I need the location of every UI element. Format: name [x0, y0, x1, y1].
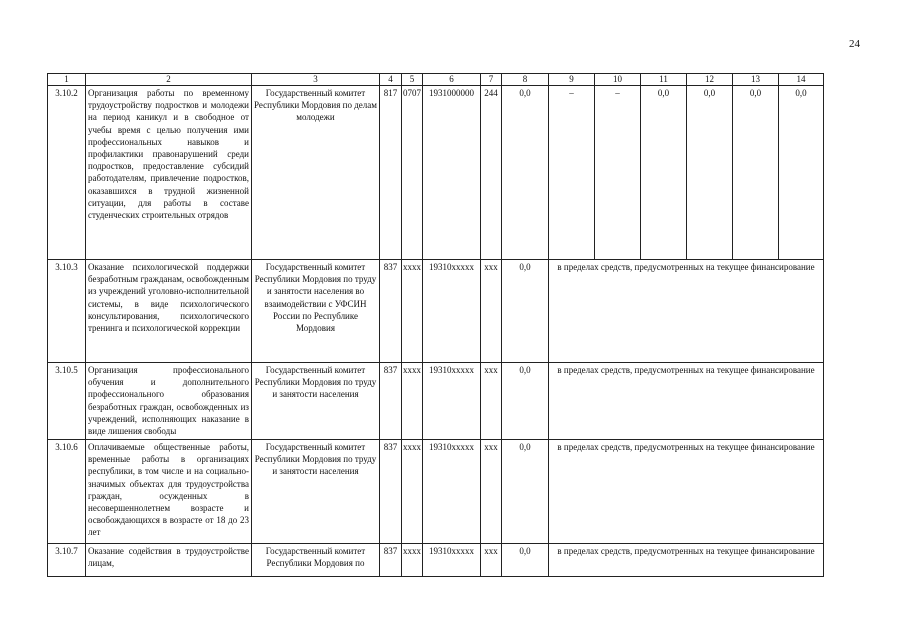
value-cell: 0,0 [502, 86, 549, 260]
executor: Государственный комитет Республики Мордовия по делам молодежи [252, 86, 380, 260]
code-target: 1931000000 [423, 86, 481, 260]
value-cell: 0,0 [502, 544, 549, 577]
item-number: 3.10.7 [48, 544, 86, 577]
code-target: 19310ххххх [423, 260, 481, 363]
table-row [48, 544, 824, 577]
item-number: 3.10.3 [48, 260, 86, 363]
col-header: 9 [549, 74, 595, 86]
value-cell: 0,0 [502, 363, 549, 440]
table-row [48, 440, 824, 544]
col-header: 10 [595, 74, 641, 86]
value-cell: 0,0 [779, 86, 824, 260]
value-cell: 0,0 [641, 86, 687, 260]
col-header: 7 [481, 74, 502, 86]
executor: Государственный комитет Республики Мордовия по труду и занятости населения во взаимодействии с УФСИН России по Республике Мордовия [252, 260, 380, 363]
col-header: 2 [86, 74, 252, 86]
col-header: 1 [48, 74, 86, 86]
code-expense: ххх [481, 544, 502, 577]
code-target: 19310ххххх [423, 440, 481, 544]
value-cell: – [595, 86, 641, 260]
code-grbs: 837 [380, 440, 402, 544]
table-row [48, 260, 824, 363]
measure-name: Организация работы по временному трудоустройству подростков и молодежи на период каникул и в свободное от учебы время с целью получения ими профессиональных навыков и профилактики правонарушений среди подростков, предоставление субсидий работодателям, привлечение подростков, оказавшихся в трудной жизненной ситуации, для работы в составе студенческих строительных отрядов [86, 86, 252, 260]
item-number: 3.10.2 [48, 86, 86, 260]
code-section: хххх [402, 440, 423, 544]
program-table [47, 73, 824, 577]
executor: Государственный комитет Республики Мордовия по труду и занятости населения [252, 363, 380, 440]
col-header: 13 [733, 74, 779, 86]
header-row [48, 74, 824, 86]
code-expense: ххх [481, 440, 502, 544]
value-cell: 0,0 [502, 440, 549, 544]
financing-note: в пределах средств, предусмотренных на текущее финансирование [549, 440, 824, 544]
page-number: 24 [849, 38, 860, 50]
item-number: 3.10.5 [48, 363, 86, 440]
value-cell: 0,0 [687, 86, 733, 260]
code-expense: ххх [481, 260, 502, 363]
col-header: 3 [252, 74, 380, 86]
financing-note: в пределах средств, предусмотренных на текущее финансирование [549, 544, 824, 577]
col-header: 6 [423, 74, 481, 86]
code-expense: ххх [481, 363, 502, 440]
code-section: 0707 [402, 86, 423, 260]
code-expense: 244 [481, 86, 502, 260]
col-header: 8 [502, 74, 549, 86]
value-cell: 0,0 [733, 86, 779, 260]
executor: Государственный комитет Республики Мордовия по труду и занятости населения [252, 440, 380, 544]
col-header: 12 [687, 74, 733, 86]
executor: Государственный комитет Республики Мордовия по [252, 544, 380, 577]
col-header: 11 [641, 74, 687, 86]
code-grbs: 837 [380, 260, 402, 363]
financing-note: в пределах средств, предусмотренных на текущее финансирование [549, 363, 824, 440]
code-section: хххх [402, 260, 423, 363]
table-row [48, 363, 824, 440]
financing-note: в пределах средств, предусмотренных на текущее финансирование [549, 260, 824, 363]
code-grbs: 837 [380, 544, 402, 577]
measure-name: Оказание содействия в трудоустройстве лицам, [86, 544, 252, 577]
measure-name: Оказание психологической поддержки безработным гражданам, освобожденным из учреждений уголовно-исполнительной системы, в виде психологического консультирования, психологического тренинга и психологической коррекции [86, 260, 252, 363]
code-grbs: 837 [380, 363, 402, 440]
item-number: 3.10.6 [48, 440, 86, 544]
code-grbs: 817 [380, 86, 402, 260]
measure-name: Оплачиваемые общественные работы, временные работы в организациях республики, в том числе и на социально-значимых объектах для трудоустройства граждан, осужденных в несовершеннолетнем возрасте и освобождающихся в возрасте от 18 до 23 лет [86, 440, 252, 544]
code-section: хххх [402, 363, 423, 440]
code-target: 19310ххххх [423, 544, 481, 577]
col-header: 14 [779, 74, 824, 86]
table-row [48, 86, 824, 260]
code-target: 19310ххххх [423, 363, 481, 440]
code-section: хххх [402, 544, 423, 577]
value-cell: 0,0 [502, 260, 549, 363]
measure-name: Организация профессионального обучения и дополнительного профессионального образования безработных граждан, освобожденных из учреждений, исполняющих наказание в виде лишения свободы [86, 363, 252, 440]
col-header: 5 [402, 74, 423, 86]
col-header: 4 [380, 74, 402, 86]
value-cell: – [549, 86, 595, 260]
